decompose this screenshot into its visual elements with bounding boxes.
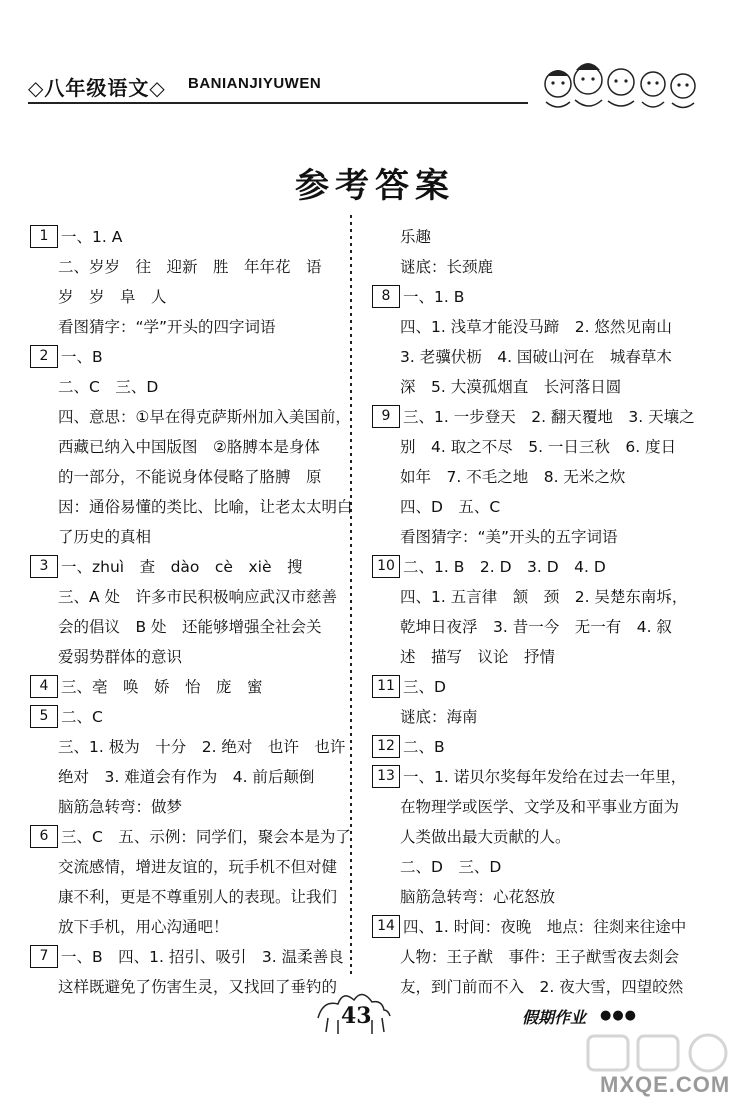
answer-line xyxy=(372,432,712,462)
answer-line xyxy=(372,852,712,882)
answer-line xyxy=(30,312,350,342)
answer-text: 看图猜字：“美”开头的五字词语 xyxy=(400,528,618,546)
answer-text: 三、A 处 许多市民积极响应武汉市慈善 xyxy=(58,588,338,606)
question-number-box: 3 xyxy=(30,555,58,578)
question-number-box: 12 xyxy=(372,735,400,758)
footer-dots: ●●● xyxy=(600,1008,638,1023)
answer-text: 三、1. 一步登天 2. 翻天覆地 3. 天壤之 xyxy=(403,408,695,426)
answer-text: 三、C 五、示例：同学们，聚会本是为了 xyxy=(61,828,351,846)
question-number-box: 7 xyxy=(30,945,58,968)
answer-line xyxy=(372,882,712,912)
answer-text: 三、亳 唤 娇 怡 庞 蜜 xyxy=(61,678,263,696)
answer-line xyxy=(372,942,712,972)
answer-text: 一、zhuì 查 dào cè xiè 搜 xyxy=(61,558,303,576)
answer-text: 四、意思：①早在得克萨斯州加入美国前， xyxy=(58,408,351,426)
answer-line xyxy=(30,462,350,492)
answer-line xyxy=(30,882,350,912)
book-subtitle: BANIANJIYUWEN xyxy=(188,75,322,92)
answer-text: 爱弱势群体的意识 xyxy=(58,648,183,666)
answer-line xyxy=(30,402,350,432)
answer-text: 交流感情，增进友谊的，玩手机不但对健 xyxy=(58,858,338,876)
question-number-box: 14 xyxy=(372,915,400,938)
answer-text: 别 4. 取之不尽 5. 一日三秋 6. 度日 xyxy=(400,438,677,456)
answer-line xyxy=(372,702,712,732)
answer-text: 康不利，更是不尊重别人的表现。让我们 xyxy=(58,888,338,906)
answer-text: 四、1. 浅草才能没马蹄 2. 悠然见南山 xyxy=(400,318,672,336)
answer-line xyxy=(30,702,350,732)
answer-line xyxy=(372,252,712,282)
answer-text: 会的倡议 B 处 还能够增强全社会关 xyxy=(58,618,322,636)
answer-line xyxy=(30,492,353,522)
answer-line xyxy=(372,492,712,522)
answer-line xyxy=(372,552,712,582)
answer-text: 友，到门前而不入 2. 夜大雪，四望皎然 xyxy=(400,978,684,996)
answer-line xyxy=(372,912,712,942)
answer-line xyxy=(372,762,712,792)
answer-text: 人物：王子猷 事件：王子猷雪夜去剡会 xyxy=(400,948,680,966)
answer-text: 三、D xyxy=(403,678,446,696)
answer-text: 谜底：海南 xyxy=(400,708,478,726)
answer-line xyxy=(372,822,712,852)
answer-line xyxy=(30,522,350,552)
question-number-box: 8 xyxy=(372,285,400,308)
answer-text: 三、1. 极为 十分 2. 绝对 也许 也许 xyxy=(58,738,346,756)
answer-text: 绝对 3. 难道会有作为 4. 前后颠倒 xyxy=(58,768,315,786)
answer-text: 在物理学或医学、文学及和平事业方面为 xyxy=(400,798,680,816)
answer-line xyxy=(372,372,712,402)
answers-right-column xyxy=(372,222,712,1002)
answer-line xyxy=(372,612,712,642)
answer-text: 四、1. 时间：夜晚 地点：往剡来往途中 xyxy=(403,918,687,936)
answer-text: 如年 7. 不毛之地 8. 无米之炊 xyxy=(400,468,626,486)
answer-line xyxy=(372,402,712,432)
answer-line xyxy=(372,582,712,612)
answer-text: 人类做出最大贡献的人。 xyxy=(400,828,571,846)
answer-text: 放下手机，用心沟通吧！ xyxy=(58,918,229,936)
answer-text: 3. 老骥伏枥 4. 国破山河在 城春草木 xyxy=(400,348,672,366)
answer-text: 一、B xyxy=(61,348,103,366)
question-number-box: 9 xyxy=(372,405,400,428)
answer-text: 了历史的真相 xyxy=(58,528,152,546)
answer-line xyxy=(30,762,350,792)
book-title: ◇八年级语文◇ xyxy=(28,76,166,100)
answer-line xyxy=(30,282,350,312)
answer-text: 一、1. 诺贝尔奖每年发给在过去一年里， xyxy=(403,768,687,786)
answer-text: 谜底：长颈鹿 xyxy=(400,258,494,276)
answer-text: 二、岁岁 往 迎新 胜 年年花 语 xyxy=(58,258,322,276)
answer-line xyxy=(30,582,350,612)
question-number-box: 13 xyxy=(372,765,400,788)
answer-line xyxy=(372,732,712,762)
answer-text: 看图猜字：“学”开头的四字词语 xyxy=(58,318,276,336)
answer-line xyxy=(30,222,350,252)
answer-line xyxy=(30,822,350,852)
question-number-box: 2 xyxy=(30,345,58,368)
question-number-box: 6 xyxy=(30,825,58,848)
answer-text: 一、B 四、1. 招引、吸引 3. 温柔善良 xyxy=(61,948,344,966)
answer-text: 一、1. A xyxy=(61,228,123,246)
page-title: 参考答案 xyxy=(295,166,455,206)
answer-line xyxy=(372,972,712,1002)
answer-line xyxy=(30,642,350,672)
answer-line xyxy=(372,222,712,252)
answer-text: 这样既避免了伤害生灵，又找回了垂钓的 xyxy=(58,978,338,996)
answer-line xyxy=(372,462,712,492)
answer-text: 的一部分，不能说身体侵略了胳膊 原 xyxy=(58,468,322,486)
answer-line xyxy=(372,342,712,372)
question-number-box: 10 xyxy=(372,555,400,578)
answer-text: 二、C xyxy=(61,708,103,726)
answer-text: 乾坤日夜浮 3. 昔一今 无一有 4. 叙 xyxy=(400,618,672,636)
answer-line xyxy=(372,312,712,342)
answer-line xyxy=(30,372,350,402)
answer-text: 乐趣 xyxy=(400,228,432,246)
answer-line xyxy=(30,252,350,282)
page-header xyxy=(28,72,718,112)
answer-line xyxy=(30,912,350,942)
cartoon-children-icon xyxy=(518,56,718,116)
answer-line xyxy=(30,972,350,1002)
answer-line xyxy=(372,642,712,672)
answer-text: 二、D 三、D xyxy=(400,858,502,876)
answer-line xyxy=(30,672,350,702)
page-number: 43 xyxy=(341,1003,372,1029)
answer-text: 岁 岁 阜 人 xyxy=(58,288,167,306)
question-number-box: 4 xyxy=(30,675,58,698)
answer-line xyxy=(372,282,712,312)
answer-line xyxy=(30,342,350,372)
answer-text: 二、C 三、D xyxy=(58,378,159,396)
question-number-box: 5 xyxy=(30,705,58,728)
answer-line xyxy=(30,432,350,462)
answer-text: 脑筋急转弯：做梦 xyxy=(58,798,183,816)
answer-line xyxy=(30,552,350,582)
answer-text: 一、1. B xyxy=(403,288,465,306)
answer-line xyxy=(30,732,350,762)
answer-text: 二、B xyxy=(403,738,445,756)
answer-line xyxy=(372,792,712,822)
answer-line xyxy=(30,792,350,822)
header-rule xyxy=(28,102,528,104)
answer-text: 述 描写 议论 抒情 xyxy=(400,648,556,666)
answer-line xyxy=(30,612,350,642)
question-number-box: 11 xyxy=(372,675,400,698)
answer-line xyxy=(372,522,712,552)
question-number-box: 1 xyxy=(30,225,58,248)
answers-left-column xyxy=(30,222,353,1002)
footer-brand: 假期作业 xyxy=(522,1008,587,1027)
watermark-text: MXQE.COM xyxy=(600,1072,731,1097)
answer-line xyxy=(30,942,350,972)
answer-text: 四、1. 五言律 颔 颈 2. 吴楚东南坼， xyxy=(400,588,688,606)
answer-text: 脑筋急转弯：心花怒放 xyxy=(400,888,556,906)
answer-text: 因：通俗易懂的类比、比喻，让老太太明白 xyxy=(58,498,353,516)
answer-text: 深 5. 大漠孤烟直 长河落日圆 xyxy=(400,378,622,396)
answer-line xyxy=(30,852,350,882)
answer-text: 二、1. B 2. D 3. D 4. D xyxy=(403,558,606,576)
answer-line xyxy=(372,672,712,702)
answer-text: 西藏已纳入中国版图 ②胳膊本是身体 xyxy=(58,438,320,456)
answer-text: 四、D 五、C xyxy=(400,498,501,516)
